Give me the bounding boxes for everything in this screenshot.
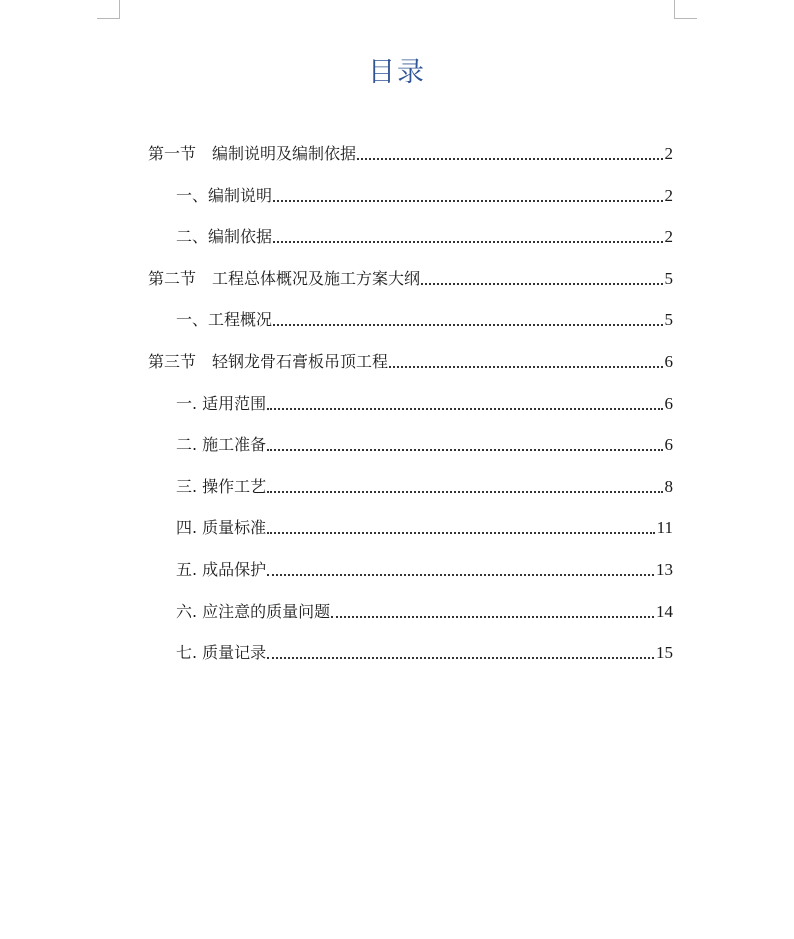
toc-entry-label: 七. 质量记录 xyxy=(176,643,267,662)
toc-subsection-entry[interactable] xyxy=(176,559,673,581)
toc-page-number: 6 xyxy=(664,435,673,454)
toc-dot-leader xyxy=(273,241,662,243)
toc-title: 目录 xyxy=(368,57,426,88)
toc-dot-leader xyxy=(267,657,654,659)
crop-mark-top-right xyxy=(674,0,697,19)
toc-dot-leader xyxy=(273,324,662,326)
toc-dot-leader xyxy=(267,408,662,410)
toc-subsection-entry[interactable] xyxy=(176,601,673,623)
toc-section-entry[interactable] xyxy=(148,268,673,290)
toc-entry-label: 二、编制依据 xyxy=(176,227,273,246)
toc-page-number: 2 xyxy=(664,144,673,163)
toc-section-entry[interactable] xyxy=(148,143,673,165)
toc-subsection-entry[interactable] xyxy=(176,185,673,207)
toc-entry-label: 六. 应注意的质量问题 xyxy=(176,602,331,621)
toc-page-number: 2 xyxy=(664,186,673,205)
toc-dot-leader xyxy=(267,449,662,451)
toc-subsection-entry[interactable] xyxy=(176,309,673,331)
toc-section-entry[interactable] xyxy=(148,351,673,373)
toc-subsection-entry[interactable] xyxy=(176,642,673,664)
toc-subsection-entry[interactable] xyxy=(176,393,673,415)
toc-dot-leader xyxy=(267,491,662,493)
toc-dot-leader xyxy=(267,574,654,576)
toc-page-number: 14 xyxy=(656,602,673,621)
toc-dot-leader xyxy=(273,200,662,202)
toc-entry-label: 二. 施工准备 xyxy=(176,435,267,454)
toc-dot-leader xyxy=(331,616,654,618)
toc-subsection-entry[interactable] xyxy=(176,517,673,539)
toc-dot-leader xyxy=(421,283,662,285)
toc-entry-label: 五. 成品保护 xyxy=(176,560,267,579)
toc-dot-leader xyxy=(389,366,662,368)
toc-page-number: 2 xyxy=(664,227,673,246)
toc-entry-label: 一. 适用范围 xyxy=(176,394,267,413)
toc-page-number: 6 xyxy=(664,394,673,413)
toc-subsection-entry[interactable] xyxy=(176,476,673,498)
crop-mark-top-left xyxy=(97,0,120,19)
toc-subsection-entry[interactable] xyxy=(176,226,673,248)
toc-page-number: 6 xyxy=(664,352,673,371)
toc-page-number: 5 xyxy=(664,269,673,288)
toc-dot-leader xyxy=(357,158,662,160)
toc-page-number: 8 xyxy=(664,477,673,496)
toc-entry-label: 一、工程概况 xyxy=(176,310,273,329)
toc-page-number: 5 xyxy=(664,310,673,329)
toc-entry-label: 第二节 工程总体概况及施工方案大纲 xyxy=(148,269,421,288)
toc-page-number: 15 xyxy=(656,643,673,662)
toc-dot-leader xyxy=(267,532,654,534)
toc-page-number: 13 xyxy=(656,560,673,579)
toc-entry-label: 三. 操作工艺 xyxy=(176,477,267,496)
toc-entry-label: 四. 质量标准 xyxy=(176,518,267,537)
toc-subsection-entry[interactable] xyxy=(176,434,673,456)
toc-entry-label: 一、编制说明 xyxy=(176,186,273,205)
toc-entry-label: 第一节 编制说明及编制依据 xyxy=(148,144,357,163)
toc-page-number: 11 xyxy=(656,518,673,537)
toc-entry-label: 第三节 轻钢龙骨石膏板吊顶工程 xyxy=(148,352,389,371)
